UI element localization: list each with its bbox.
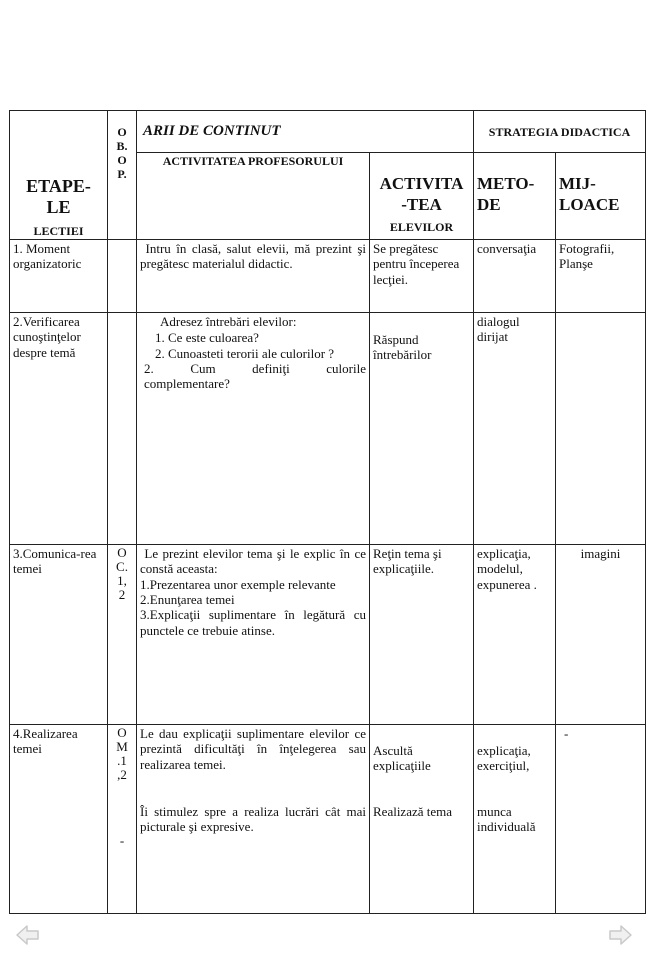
cell-metode: explicaţia, exerciţiul, munca individuală bbox=[474, 725, 556, 914]
table-row bbox=[10, 313, 646, 545]
header-mijloace: MIJ- LOACE bbox=[556, 153, 646, 240]
cell-metode: dialogul dirijat bbox=[474, 313, 556, 545]
header-etape: ETAPE- LE LECTIEI bbox=[10, 111, 108, 240]
cell-activitate-profesor: Intru în clasă, salut elevii, mă prezint şi pregătesc materialul didactic. bbox=[137, 240, 370, 313]
cell-activitate-elevi: Ascultă explicaţiile Realizază tema bbox=[370, 725, 474, 914]
next-page-button[interactable] bbox=[607, 922, 633, 948]
cell-metode: explicaţia, modelul, expunerea . bbox=[474, 545, 556, 725]
cell-mijloace: - bbox=[556, 725, 646, 914]
cell-activitate-profesor: Le dau explicaţii suplimentare elevilor ce prezintă dificultăţi în înţelegerea sau realizarea temei. Îi stimulez spre a realiza lucrări cât mai picturale şi expresive. bbox=[137, 725, 370, 914]
arrow-right-icon bbox=[607, 922, 633, 948]
cell-activitate-elevi: Se pregătesc pentru începerea lecţiei. bbox=[370, 240, 474, 313]
cell-ob bbox=[108, 313, 137, 545]
header-metode: METO- DE bbox=[474, 153, 556, 240]
cell-activitate-profesor: Le prezint elevilor tema şi le explic în ce constă aceasta: 1.Prezentarea unor exemple relevante 2.Enunţarea temei 3.Explicaţii suplimentare în legătură cu punctele ce trebuie atinse. bbox=[137, 545, 370, 725]
table-row bbox=[10, 240, 646, 313]
cell-etapa: 2.Verificarea cunoştinţelor despre temă bbox=[10, 313, 108, 545]
cell-activitate-profesor: Adresez întrebări elevilor: 1. Ce este culoarea? 2. Cunoasteti terorii ale culorilor ? 2. Cum definiţi culorile complementare? bbox=[137, 313, 370, 545]
cell-mijloace bbox=[556, 313, 646, 545]
prev-page-button[interactable] bbox=[15, 922, 41, 948]
cell-etapa: 1. Moment organizatoric bbox=[10, 240, 108, 313]
cell-mijloace: imagini bbox=[556, 545, 646, 725]
cell-ob: O M .1 ,2 - bbox=[108, 725, 137, 914]
header-activitatea-elevilor: ACTIVITA -TEA ELEVILOR bbox=[370, 153, 474, 240]
cell-activitate-elevi: Răspund întrebărilor bbox=[370, 313, 474, 545]
cell-ob: O C. 1, 2 bbox=[108, 545, 137, 725]
cell-activitate-elevi: Reţin tema şi explicaţiile. bbox=[370, 545, 474, 725]
arrow-left-icon bbox=[15, 922, 41, 948]
cell-ob bbox=[108, 240, 137, 313]
lesson-plan-table bbox=[9, 110, 646, 914]
header-activitatea-profesorului: ACTIVITATEA PROFESORULUI bbox=[137, 153, 370, 240]
cell-metode: conversaţia bbox=[474, 240, 556, 313]
table-row bbox=[10, 725, 646, 914]
cell-etapa: 4.Realizarea temei bbox=[10, 725, 108, 914]
cell-etapa: 3.Comunica-rea temei bbox=[10, 545, 108, 725]
cell-mijloace: Fotografii, Planşe bbox=[556, 240, 646, 313]
table-row bbox=[10, 545, 646, 725]
header-ob-op: O B. O P. bbox=[108, 111, 137, 240]
header-arii-continut: ARII DE CONTINUT bbox=[137, 111, 474, 153]
header-strategia: STRATEGIA DIDACTICA bbox=[474, 111, 646, 153]
